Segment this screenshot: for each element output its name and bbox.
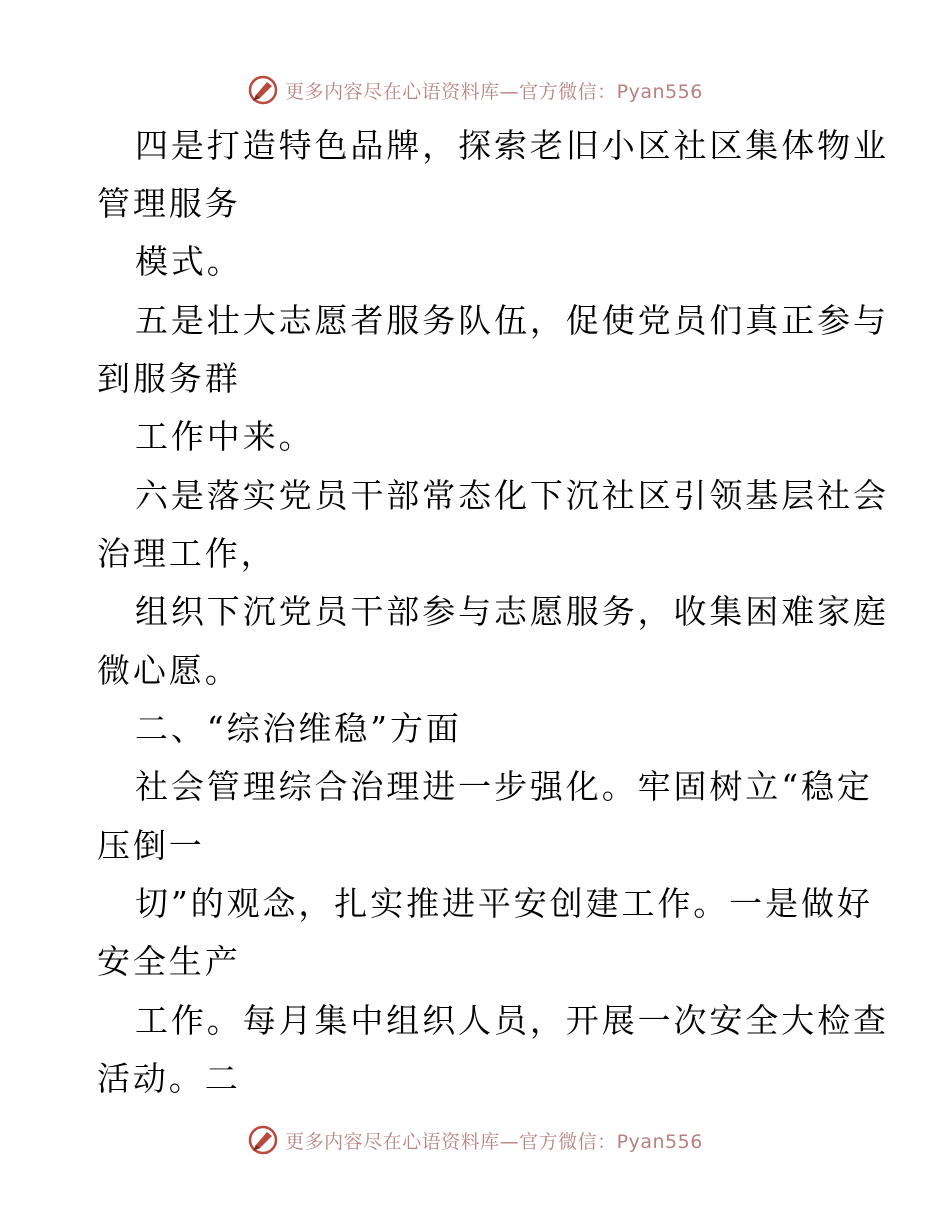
pen-logo-icon: [247, 74, 279, 106]
paragraph-line: 组织下沉党员干部参与志愿服务，收集困难家庭: [135, 592, 889, 631]
paragraph-line: 管理服务: [97, 184, 241, 223]
footer-banner-text: 更多内容尽在心语资料库—官方微信：Pyan556: [285, 1130, 703, 1153]
paragraph-line: 五是壮大志愿者服务队伍，促使党员们真正参与: [135, 301, 889, 340]
paragraph-line: 工作。每月集中组织人员，开展一次安全大检查: [135, 1001, 889, 1040]
paragraph-line: 微心愿。: [97, 651, 241, 690]
paragraph-line: 四是打造特色品牌，探索老旧小区社区集体物业: [135, 126, 889, 165]
paragraph-line: 六是落实党员干部常态化下沉社区引领基层社会: [135, 476, 889, 515]
paragraph-line: 到服务群: [97, 359, 241, 398]
footer-banner: [0, 1120, 950, 1160]
paragraph-line: 压倒一: [97, 826, 205, 865]
paragraph-line: 安全生产: [97, 942, 241, 981]
paragraph-line: 治理工作，: [97, 534, 277, 573]
pen-logo-icon: [247, 1124, 279, 1156]
paragraph-line: 工作中来。: [135, 417, 315, 456]
header-banner: [0, 70, 950, 110]
paragraph-line: 社会管理综合治理进一步强化。牢固树立“稳定: [135, 767, 873, 806]
paragraph-line: 活动。二: [97, 1059, 241, 1098]
section-heading: 二、“综治维稳”方面: [135, 709, 462, 748]
header-banner-text: 更多内容尽在心语资料库—官方微信：Pyan556: [285, 80, 703, 103]
paragraph-line: 切”的观念，扎实推进平安创建工作。一是做好: [135, 884, 873, 923]
paragraph-line: 模式。: [135, 242, 243, 281]
